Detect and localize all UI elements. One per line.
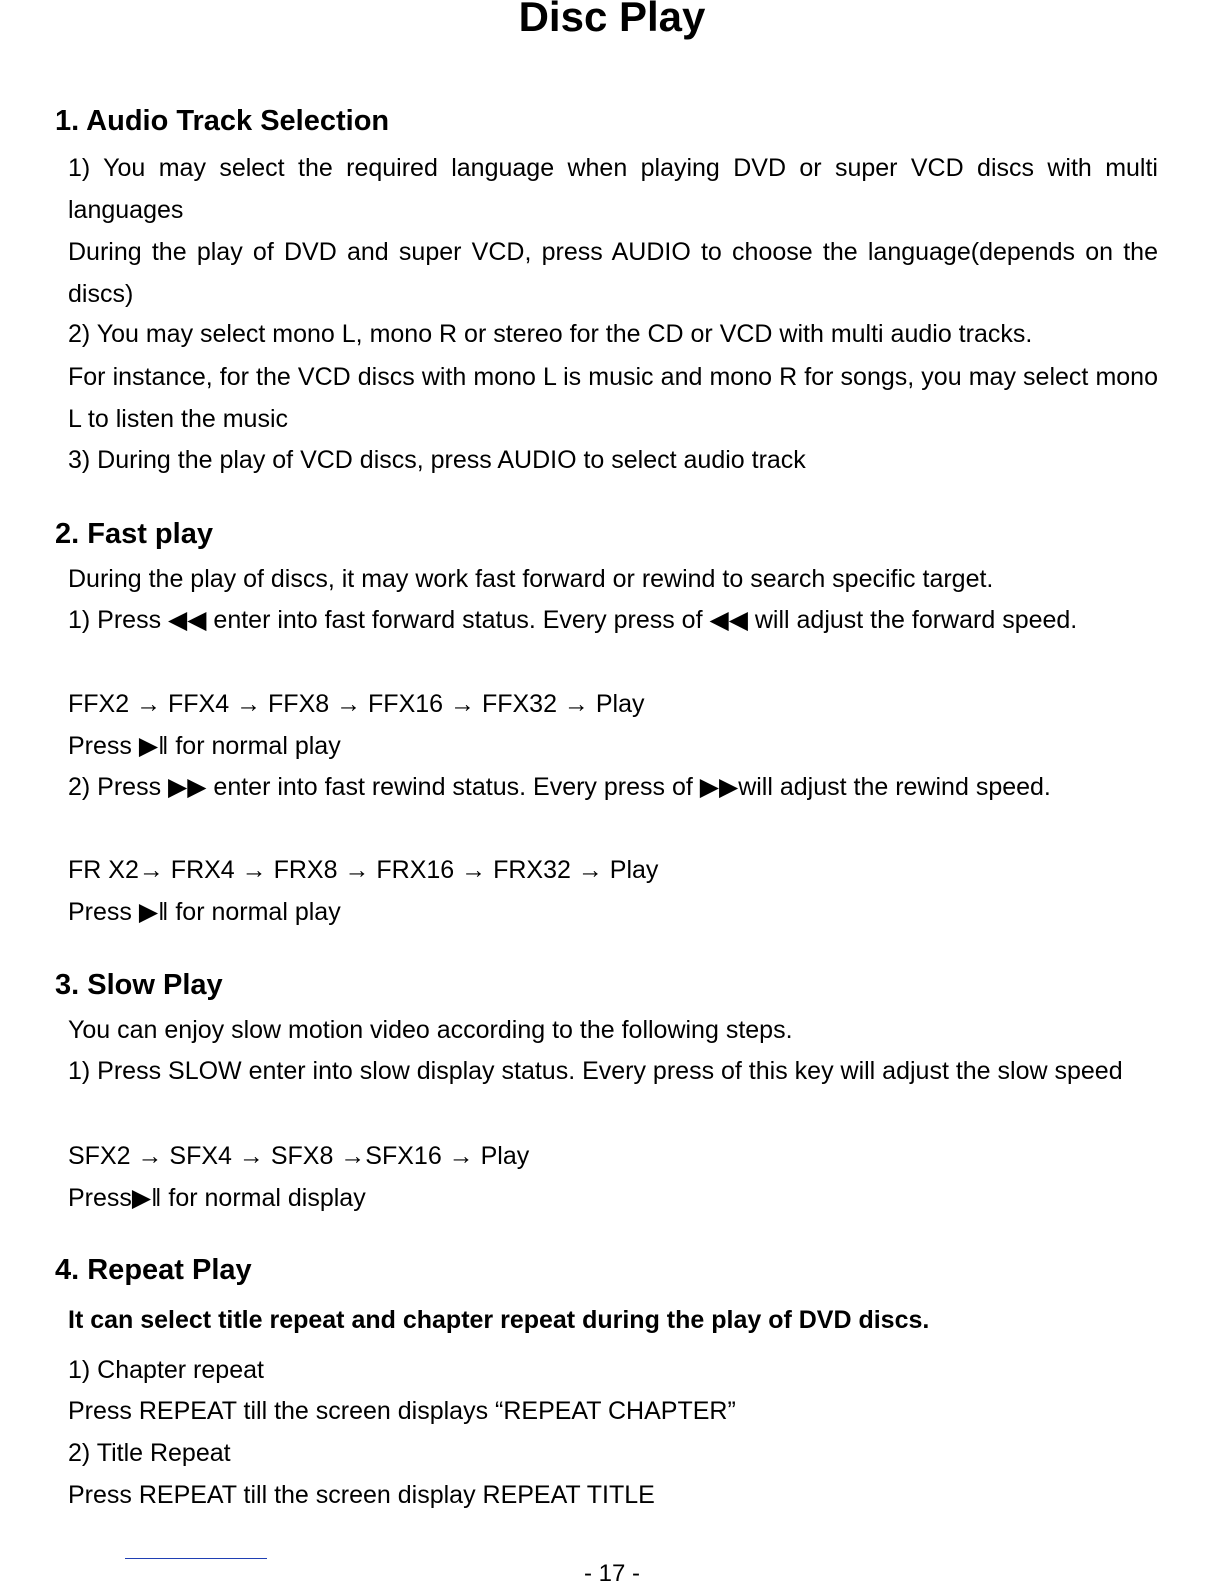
paragraph-slow-normal: Press▶‖ for normal display [68, 1184, 366, 1212]
paragraph-audio-5: 3) During the play of VCD discs, press AUDIO to select audio track [68, 446, 806, 474]
paragraph-fast-3: 2) Press ▶▶ enter into fast rewind status. Every press of ▶▶will adjust the rewind speed. [68, 773, 1051, 801]
paragraph-rewind-sequence: FR X2→ FRX4 → FRX8 → FRX16 → FRX32 → Play [68, 856, 659, 884]
paragraph-slow-1: You can enjoy slow motion video according to the following steps. [68, 1016, 793, 1044]
paragraph-audio-3: 2) You may select mono L, mono R or stereo for the CD or VCD with multi audio tracks. [68, 320, 1033, 348]
paragraph-fast-1: During the play of discs, it may work fast forward or rewind to search specific target. [68, 565, 994, 593]
section-heading-audio-track: 1. Audio Track Selection [55, 105, 390, 137]
paragraph-fast-normal: Press ▶‖ for normal play [68, 732, 341, 760]
paragraph-repeat-title: 2) Title Repeat [68, 1439, 231, 1467]
page-title: Disc Play [518, 0, 706, 40]
paragraph-rewind-normal: Press ▶‖ for normal play [68, 898, 341, 926]
page-number: - 17 - [583, 1560, 640, 1587]
paragraph-fast-sequence: FFX2 → FFX4 → FFX8 → FFX16 → FFX32 → Play [68, 690, 645, 718]
paragraph-repeat-chapter-desc: Press REPEAT till the screen displays “REPEAT CHAPTER” [68, 1397, 736, 1425]
paragraph-repeat-intro: It can select title repeat and chapter repeat during the play of DVD discs. [68, 1306, 930, 1334]
paragraph-audio-4: For instance, for the VCD discs with mono L is music and mono R for songs, you may select mono L to listen the music [68, 363, 1158, 433]
paragraph-audio-2: During the play of DVD and super VCD, press AUDIO to choose the language(depends on the discs) [68, 238, 1158, 308]
section-heading-repeat-play: 4. Repeat Play [55, 1254, 252, 1286]
paragraph-fast-2: 1) Press ◀◀ enter into fast forward status. Every press of ◀◀ will adjust the forward speed. [68, 606, 1078, 634]
footer-divider [125, 1558, 267, 1559]
section-heading-slow-play: 3. Slow Play [55, 969, 223, 1001]
paragraph-slow-sequence: SFX2 → SFX4 → SFX8 →SFX16 → Play [68, 1142, 530, 1170]
paragraph-repeat-title-desc: Press REPEAT till the screen display REPEAT TITLE [68, 1481, 655, 1509]
paragraph-repeat-chapter: 1) Chapter repeat [68, 1356, 264, 1384]
section-heading-fast-play: 2. Fast play [55, 518, 213, 550]
paragraph-slow-2: 1) Press SLOW enter into slow display status. Every press of this key will adjust the slow speed [68, 1057, 1123, 1085]
paragraph-audio-1: 1) You may select the required language when playing DVD or super VCD discs with multi languages [68, 154, 1158, 224]
